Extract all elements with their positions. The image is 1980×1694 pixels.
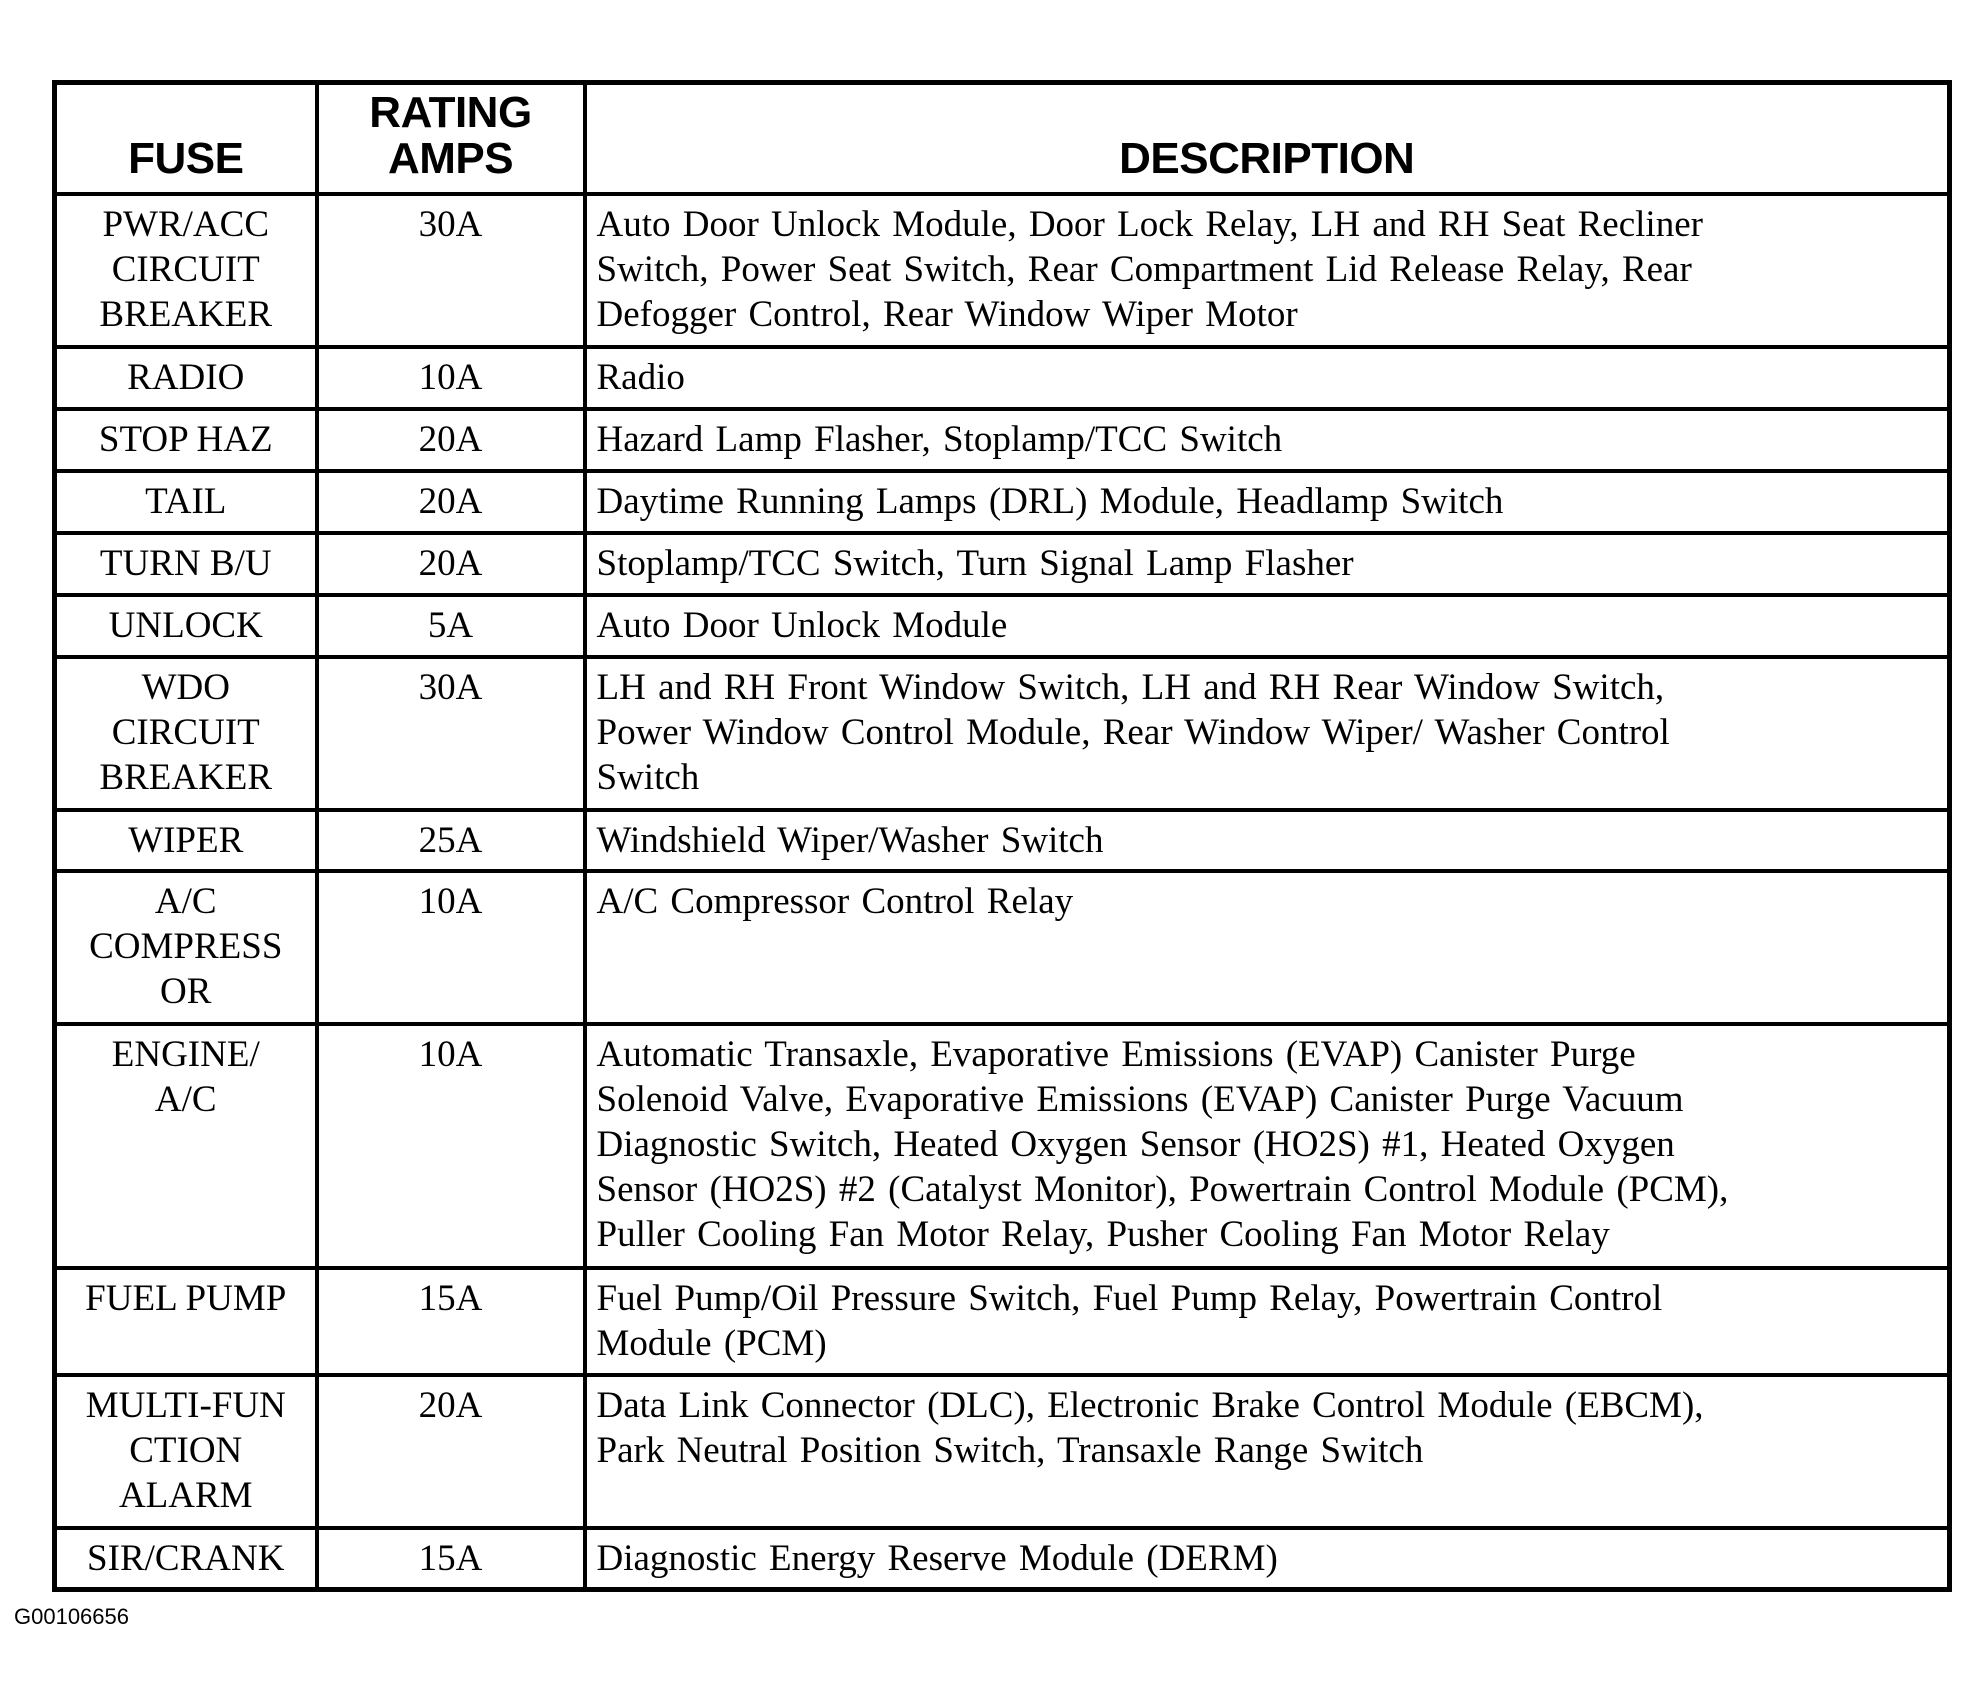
description-cell	[585, 347, 1950, 409]
fuse-line: CIRCUIT	[111, 248, 260, 290]
header-rating: RATING	[369, 87, 532, 137]
fuse-line: RADIO	[127, 356, 245, 398]
description-cell	[585, 871, 1950, 1024]
description-line: Windshield Wiper/Washer Switch	[596, 819, 1104, 861]
fuse-cell	[55, 194, 317, 347]
description-cell	[585, 810, 1950, 871]
description-cell	[585, 1528, 1950, 1590]
fuse-line: ENGINE/	[111, 1033, 260, 1075]
fuse-line: UNLOCK	[108, 604, 263, 646]
fuse-line: A/C	[154, 1078, 217, 1120]
fuse-cell	[55, 471, 317, 533]
amps-cell: 20A	[317, 1375, 585, 1528]
table-row	[55, 657, 1950, 810]
description-line: A/C Compressor Control Relay	[596, 880, 1074, 922]
fuse-rows	[55, 194, 1950, 1590]
table-row	[55, 1375, 1950, 1528]
fuse-cell	[55, 1024, 317, 1268]
table-row	[55, 810, 1950, 871]
header-amps: AMPS	[387, 133, 514, 183]
fuse-cell	[55, 347, 317, 409]
table-row	[55, 471, 1950, 533]
fuse-line: BREAKER	[99, 293, 273, 335]
description-line: Module (PCM)	[596, 1322, 827, 1364]
fuse-line: BREAKER	[99, 756, 273, 798]
description-line: LH and RH Front Window Switch, LH and RH Rear Window Switch,	[596, 666, 1665, 708]
fuse-line: TAIL	[145, 480, 227, 522]
fuse-cell	[55, 533, 317, 595]
fuse-line: MULTI-FUN	[85, 1384, 286, 1426]
description-line: Sensor (HO2S) #2 (Catalyst Monitor), Powertrain Control Module (PCM),	[596, 1168, 1729, 1210]
table-row	[55, 1268, 1950, 1375]
description-line: Power Window Control Module, Rear Window Wiper/ Washer Control	[596, 711, 1670, 753]
fuse-cell	[55, 1375, 317, 1528]
fuse-cell	[55, 657, 317, 810]
figure-id: G00106656	[14, 1604, 129, 1629]
amps-cell: 5A	[317, 595, 585, 657]
table-row	[55, 533, 1950, 595]
table-row	[55, 1528, 1950, 1590]
description-line: Switch	[596, 756, 700, 798]
fuse-line: WIPER	[128, 819, 244, 861]
description-cell	[585, 657, 1950, 810]
amps-cell: 10A	[317, 1024, 585, 1268]
description-line: Park Neutral Position Switch, Transaxle Range Switch	[596, 1429, 1424, 1471]
description-cell	[585, 1268, 1950, 1375]
description-line: Stoplamp/TCC Switch, Turn Signal Lamp Flasher	[596, 542, 1354, 584]
description-cell	[585, 1024, 1950, 1268]
fuse-cell	[55, 1268, 317, 1375]
table-row	[55, 347, 1950, 409]
description-cell	[585, 471, 1950, 533]
description-line: Diagnostic Switch, Heated Oxygen Sensor (HO2S) #1, Heated Oxygen	[596, 1123, 1675, 1165]
description-line: Defogger Control, Rear Window Wiper Motor	[596, 293, 1298, 335]
description-line: Switch, Power Seat Switch, Rear Compartment Lid Release Relay, Rear	[596, 248, 1692, 290]
description-cell	[585, 1375, 1950, 1528]
description-line: Auto Door Unlock Module	[596, 604, 1008, 646]
amps-cell: 20A	[317, 533, 585, 595]
header-row	[55, 83, 1950, 194]
amps-cell: 25A	[317, 810, 585, 871]
description-cell	[585, 409, 1950, 471]
table-row	[55, 595, 1950, 657]
table-row	[55, 1024, 1950, 1268]
fuse-line: OR	[160, 970, 212, 1012]
table-row	[55, 871, 1950, 1024]
description-line: Solenoid Valve, Evaporative Emissions (EVAP) Canister Purge Vacuum	[596, 1078, 1684, 1120]
description-line: Puller Cooling Fan Motor Relay, Pusher Cooling Fan Motor Relay	[596, 1213, 1610, 1255]
fuse-cell	[55, 409, 317, 471]
description-line: Fuel Pump/Oil Pressure Switch, Fuel Pump Relay, Powertrain Control	[596, 1277, 1663, 1319]
description-line: Radio	[596, 356, 685, 398]
amps-cell: 15A	[317, 1268, 585, 1375]
amps-cell: 10A	[317, 347, 585, 409]
fuse-line: CTION	[129, 1429, 243, 1471]
description-line: Daytime Running Lamps (DRL) Module, Headlamp Switch	[596, 480, 1504, 522]
description-line: Data Link Connector (DLC), Electronic Brake Control Module (EBCM),	[596, 1384, 1704, 1426]
fuse-cell	[55, 810, 317, 871]
amps-cell: 20A	[317, 409, 585, 471]
fuse-line: WDO	[141, 666, 230, 708]
fuse-line: A/C	[154, 880, 217, 922]
header-rating-amps	[317, 83, 585, 194]
table-row	[55, 409, 1950, 471]
table-row	[55, 194, 1950, 347]
fuse-table	[52, 80, 1952, 1592]
fuse-line: FUEL PUMP	[85, 1277, 287, 1319]
amps-cell: 10A	[317, 871, 585, 1024]
amps-cell: 20A	[317, 471, 585, 533]
fuse-cell	[55, 871, 317, 1024]
description-line: Auto Door Unlock Module, Door Lock Relay, LH and RH Seat Recliner	[596, 203, 1703, 245]
amps-cell: 15A	[317, 1528, 585, 1590]
amps-cell: 30A	[317, 657, 585, 810]
fuse-line: TURN B/U	[99, 542, 272, 584]
fuse-line: CIRCUIT	[111, 711, 260, 753]
fuse-line: STOP HAZ	[98, 418, 273, 460]
fuse-cell	[55, 595, 317, 657]
description-cell	[585, 194, 1950, 347]
description-line: Diagnostic Energy Reserve Module (DERM)	[596, 1537, 1278, 1579]
header-fuse: FUSE	[55, 83, 317, 194]
fuse-line: PWR/ACC	[102, 203, 270, 245]
fuse-line: SIR/CRANK	[87, 1537, 285, 1579]
fuse-line: COMPRESS	[89, 925, 283, 967]
fuse-line: ALARM	[118, 1474, 253, 1516]
description-cell	[585, 533, 1950, 595]
description-line: Hazard Lamp Flasher, Stoplamp/TCC Switch	[596, 418, 1283, 460]
description-cell	[585, 595, 1950, 657]
description-line: Automatic Transaxle, Evaporative Emissions (EVAP) Canister Purge	[596, 1033, 1636, 1075]
amps-cell: 30A	[317, 194, 585, 347]
header-description: DESCRIPTION	[585, 83, 1950, 194]
fuse-cell	[55, 1528, 317, 1590]
